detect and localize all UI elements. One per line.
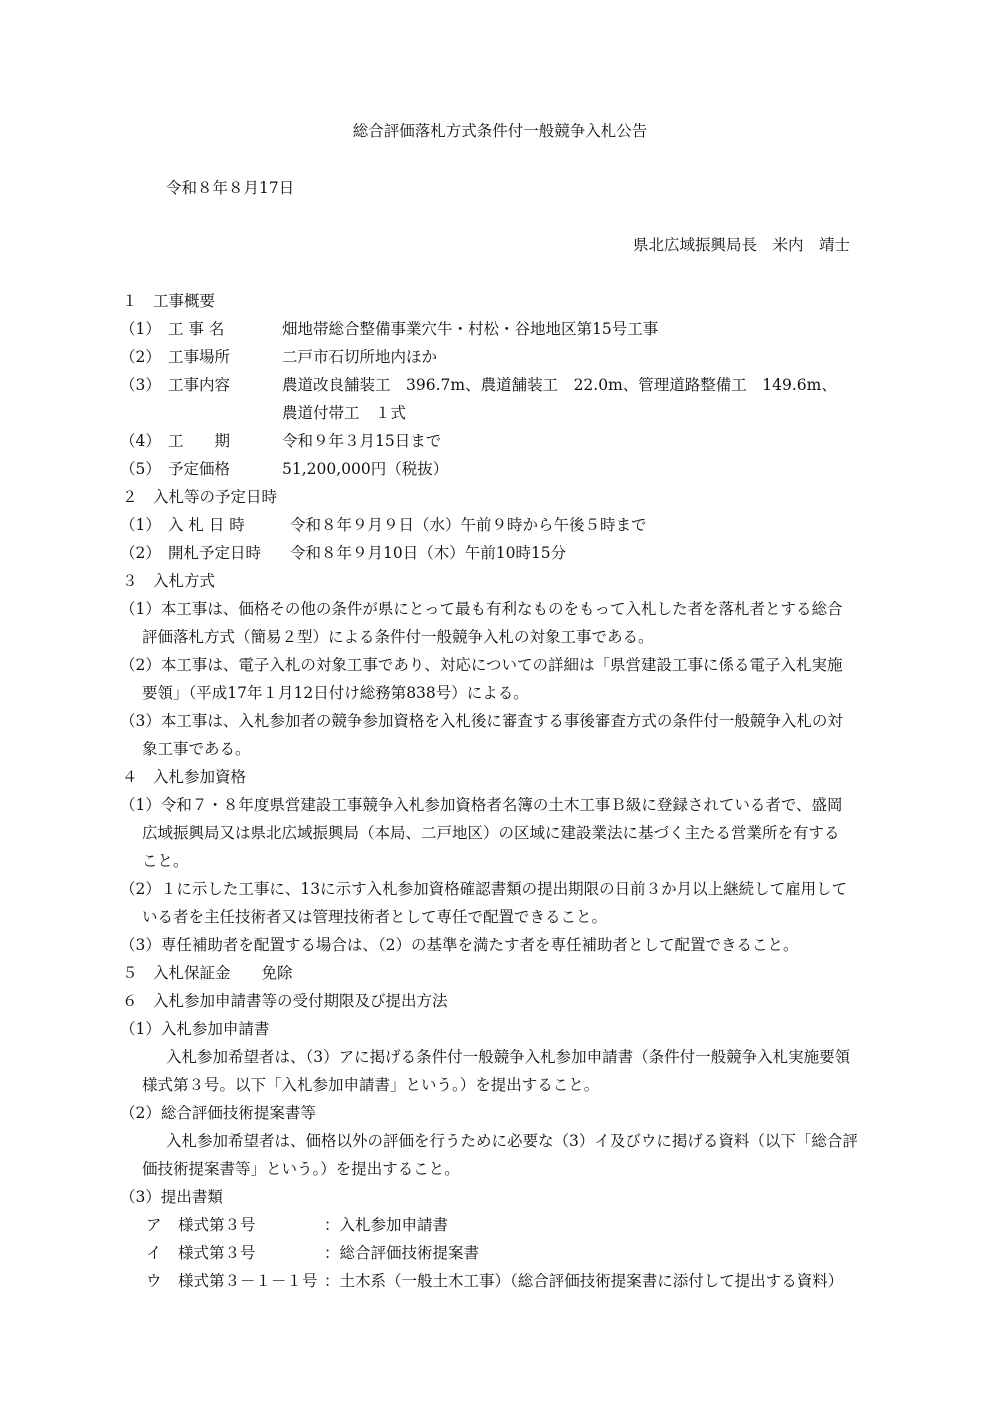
item-label: 工事場所 — [168, 348, 231, 366]
s3-para-2-line-2: 要領」（平成17年１月12日付け総務第838号）による。 — [142, 684, 529, 702]
item-mark: ア — [146, 1216, 162, 1234]
item-value: 令和９年３月15日まで — [282, 432, 442, 450]
item-label: 予定価格 — [168, 460, 231, 478]
item-number: （3） — [120, 376, 161, 394]
item-document: ：総合評価技術提案書 — [324, 1244, 480, 1262]
item-value: 令和８年９月10日（木）午前10時15分 — [290, 544, 567, 562]
s4-para-1-line-2: 広域振興局又は県北広域振興局（本局、二戸地区）の区域に建設業法に基づく主たる営業所を有する — [142, 824, 840, 842]
s1-item-3-continued: 農道付帯工 １式 — [282, 404, 407, 422]
s6-sub-1-line-2: 様式第３号。以下「入札参加申請書」という。）を提出すること。 — [142, 1076, 600, 1094]
section-1-heading: １ 工事概要 — [122, 292, 216, 310]
s4-para-1-line-1: （1）令和７・８年度県営建設工事競争入札参加資格者名簿の土木工事Ｂ級に登録されている者で、盛岡 — [120, 796, 843, 814]
s4-para-1-line-3: こと。 — [142, 852, 189, 870]
item-label: 工事内容 — [168, 376, 231, 394]
section-3-heading: ３ 入札方式 — [122, 572, 216, 590]
item-label: 工 事 名 — [168, 320, 225, 338]
s4-para-3-line-1: （3）専任補助者を配置する場合は、（2）の基準を満たす者を専任補助者として配置できること。 — [120, 936, 799, 954]
s3-para-1-line-1: （1）本工事は、価格その他の条件が県にとって最も有利なものをもって入札した者を落札者とする総合 — [120, 600, 843, 618]
item-form: 様式第３－１－１号 — [178, 1272, 318, 1290]
item-value: 51,200,000円（税抜） — [282, 460, 449, 478]
item-number: （5） — [120, 460, 161, 478]
document-title: 総合評価落札方式条件付一般競争入札公告 — [352, 122, 648, 140]
item-number: （2） — [120, 348, 161, 366]
item-label: 入 札 日 時 — [168, 516, 245, 534]
item-number: （1） — [120, 516, 161, 534]
item-document: ：入札参加申請書 — [324, 1216, 449, 1234]
s3-para-1-line-2: 評価落札方式（簡易２型）による条件付一般競争入札の対象工事である。 — [142, 628, 654, 646]
item-number: （4） — [120, 432, 161, 450]
s6-sub-1-heading: （1）入札参加申請書 — [120, 1020, 270, 1038]
section-6-heading: ６ 入札参加申請書等の受付期限及び提出方法 — [122, 992, 448, 1010]
s6-sub-1-line-1: 入札参加希望者は、（3）アに掲げる条件付一般競争入札参加申請書（条件付一般競争入札実施要領 — [166, 1048, 851, 1066]
s3-para-3-line-2: 象工事である。 — [142, 740, 251, 758]
item-number: （2） — [120, 544, 161, 562]
section-2-heading: ２ 入札等の予定日時 — [122, 488, 278, 506]
s3-para-2-line-1: （2）本工事は、電子入札の対象工事であり、対応についての詳細は「県営建設工事に係る電子入札実施 — [120, 656, 843, 674]
s4-para-2-line-1: （2）１に示した工事に、13に示す入札参加資格確認書類の提出期限の日前３か月以上継続して雇用して — [120, 880, 848, 898]
item-mark: ウ — [146, 1272, 162, 1290]
item-number: （1） — [120, 320, 161, 338]
item-value: 令和８年９月９日（水）午前９時から午後５時まで — [290, 516, 647, 534]
item-form: 様式第３号 — [178, 1216, 256, 1234]
section-4-heading: ４ 入札参加資格 — [122, 768, 247, 786]
s6-sub-2-line-1: 入札参加希望者は、価格以外の評価を行うために必要な（3）イ及びウに掲げる資料（以下「総合評 — [166, 1132, 858, 1150]
s6-sub-2-heading: （2）総合評価技術提案書等 — [120, 1104, 316, 1122]
item-label: 開札予定日時 — [168, 544, 262, 562]
s4-para-2-line-2: いる者を主任技術者又は管理技術者として専任で配置できること。 — [142, 908, 608, 926]
notice-date: 令和８年８月17日 — [166, 179, 295, 197]
s6-sub-2-line-2: 価技術提案書等」という。）を提出すること。 — [142, 1160, 460, 1178]
s6-sub-3-heading: （3）提出書類 — [120, 1188, 223, 1206]
section-5-heading: ５ 入札保証金 免除 — [122, 964, 293, 982]
issuer: 県北広域振興局長 米内 靖士 — [632, 236, 850, 254]
item-value: 畑地帯総合整備事業穴牛・村松・谷地地区第15号工事 — [282, 320, 659, 338]
item-document: ：土木系（一般土木工事）（総合評価技術提案書に添付して提出する資料） — [324, 1272, 844, 1290]
item-value: 二戸市石切所地内ほか — [282, 348, 438, 366]
item-mark: イ — [146, 1244, 162, 1262]
item-form: 様式第３号 — [178, 1244, 256, 1262]
item-value: 農道改良舗装工 396.7m、農道舗装工 22.0m、管理道路整備工 149.6m、 — [282, 376, 837, 394]
s3-para-3-line-1: （3）本工事は、入札参加者の競争参加資格を入札後に審査する事後審査方式の条件付一般競争入札の対 — [120, 712, 843, 730]
item-label: 工 期 — [168, 432, 231, 450]
